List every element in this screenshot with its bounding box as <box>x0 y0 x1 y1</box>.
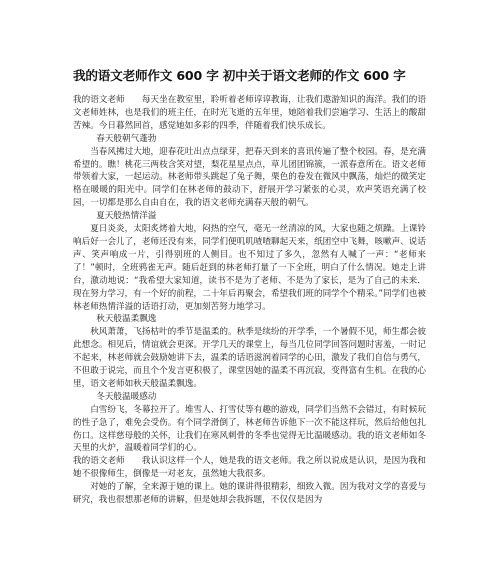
document-title: 我的语文老师作文 600 字 初中关于语文老师的作文 600 字 <box>73 68 406 83</box>
paragraph-summer: 夏日炎炎，太阳炙烤着大地，闷热的空气，毫无一丝清凉的风，大家也随之烦躁。上课铃响后好一会儿了，老师还没有来，同学们便叽叽喳喳聊起天来，纸团空中飞舞，咳嗽声、说话声、笑声响成一片，引得别班的人侧目。也不知过了多久，忽然有人喊了一声：“老师来了！”顿时，全班鸦雀无声。随后赶到的林老师打量了一下全班，明白了什么情况。她走上讲台，激动地说：“我希望大家知道，读书不是为了老师、不是为了家长，是为了自己的未来．现在努力学习，有一个好的前程，二十年后再聚会，希望我们班的同学个个精采。”同学们也被林老师热情洋溢的话语打动，更加刻苦努力地学习。 <box>73 224 426 312</box>
section-heading-autumn: 秋天般温柔飘逸 <box>96 314 157 325</box>
paragraph-winter: 白雪纷飞，冬幕拉开了。堆雪人、打雪仗等有趣的游戏，同学们当然不会错过，有时候玩的性子急了，难免会受伤。有个同学滑倒了，林老师告诉他下一次不能这样玩，然后给他包扎伤口。这样慈母般的关怀，让我们在寒风刺骨的冬季也觉得无比温暖感动。我的语文老师如冬天里的火炉，温暖着同学们的心。 <box>73 404 426 454</box>
section-heading-summer: 夏天般热情洋溢 <box>96 211 157 222</box>
paragraph-spring: 当春风拂过大地，迎春花吐出点点绿芽，把春天到来的喜讯传遍了整个校园。春，是充满希望的。瞧！桃花三两枝含笑对望，梨花星星点点，草儿团团锦簇，一派春意所在。语文老师带领着大家，一起运动。林老师带头跳起了兔子舞，栗色的卷发在微风中飘荡，灿烂的微笑定格在暖暖的阳光中。同学们在林老师的鼓动下，舒展开学习紧张的心灵，欢声笑语充满了校园，一切都是那么自由自在，我的语文老师充满春天般的朝气。 <box>73 146 426 209</box>
paragraph-second-essay-body: 对她的了解，全来源于她的课上。她的课讲得很精彩，细致入微。因为我对文学的喜爱与研究，我也很想那老师的讲解，但是她却会我拆题，不仅仅是因为 <box>73 482 426 506</box>
paragraph-intro: 我的语文老师 每天坐在教室里，聆听着老师谆谆教诲，让我们遨游知识的海洋。我们的语文老师姓林，也是我们的班主任，在时光飞逝的五年里，她陪着我们尝遍学习、生活上的酸甜苦辣。今日暮然回首，感觉她如多彩的四季，伴随着我们快乐成长。 <box>73 95 426 131</box>
document-body <box>73 94 426 507</box>
paragraph-second-essay-intro: 我的语文老师 我认识这样一个人，她是我的语文老师。我之所以说成是认识，是因为我和她不很像师生，倒像是一对老友，虽然她大我很多。 <box>73 456 426 480</box>
document-page <box>73 68 426 507</box>
section-heading-winter: 冬天般温暖感动 <box>96 391 157 402</box>
paragraph-autumn: 秋风萧萧，飞扬枯叶的季节是温柔的。秋季是续纷的开学季，一个暑假不见，师生都会彼此想念。相见后，情谊就会更深。开学几天的课堂上，每当几位同学回答问题时害羞，一时记不起来，林老师就会鼓励她讲下去，温柔的话语滋润着同学的心田，激发了我们自信与勇气，不但敢于说完，而且个个发言更积极了，课堂因她的温柔不再沉寂，变得富有生机。在我的心里，语文老师如秋天般温柔飘逸。 <box>73 327 426 389</box>
section-heading-spring: 春天般朝气蓬勃 <box>96 133 157 144</box>
